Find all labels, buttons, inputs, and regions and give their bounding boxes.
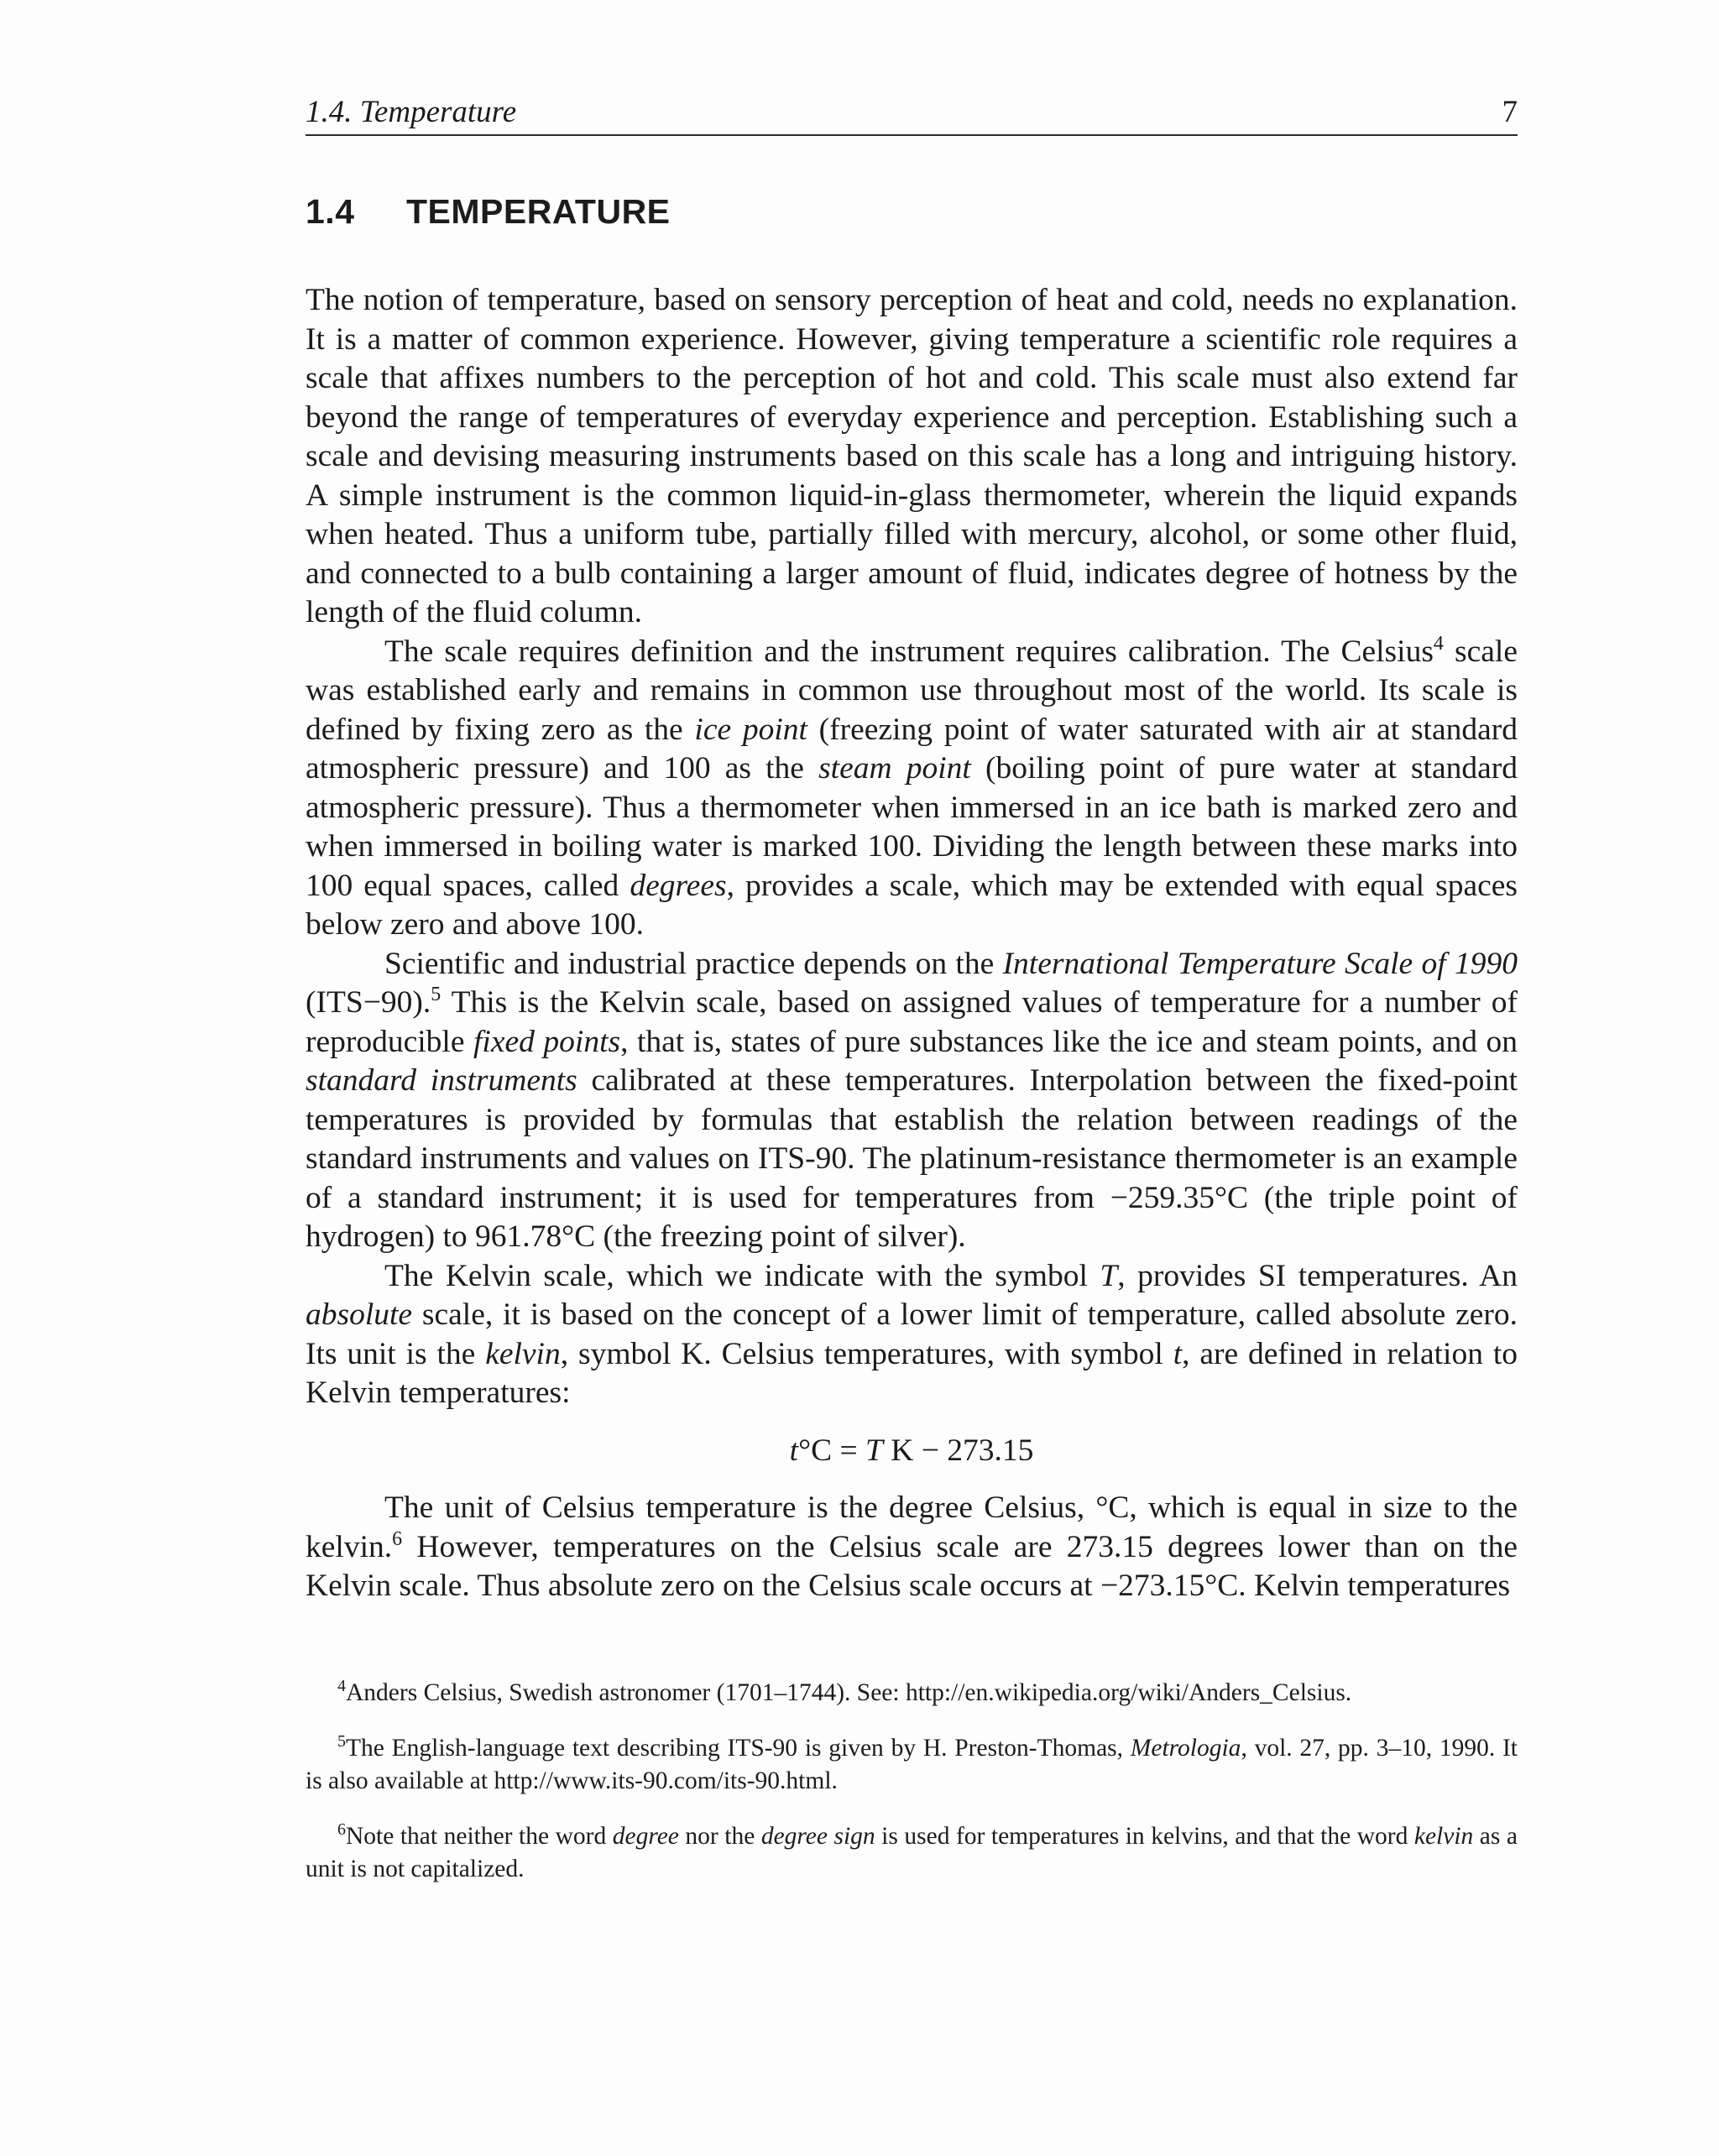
footnote-ref-5: 5 bbox=[431, 984, 442, 1005]
term-steam-point: steam point bbox=[818, 751, 971, 786]
paragraph-3: Scientific and industrial practice depends on the International Temperature Scale of 1990 (ITS−90).$^5$ This is the Kelvin scale, based on assigned values of temperature for a number of reproducible fixed points, that is, states of pure substances like the ice and steam points, and on standard instruments calibrated at these temperatures. Interpolation between the fixed-point temperatures is provided by formulas that establish the relation between readings of the standard instruments and values on ITS-90. The platinum-resistance thermometer is an example of a standard instrument; it is used for temperatures from −259.35°C (the triple point of hydrogen) to 961.78°C (the freezing point of silver). bbox=[306, 946, 1518, 1254]
footnotes bbox=[306, 1677, 1518, 1908]
paragraph-1: The notion of temperature, based on sensory perception of heat and cold, needs no explanation. It is a matter of common experience. However, giving temperature a scientific role requires a scale that affixes numbers to the perception of hot and cold. This scale must also extend far beyond the range of temperatures of everyday experience and perception. Establishing such a scale and devising measuring instruments based on this scale has a long and intriguing history. A simple instrument is the common liquid-in-glass thermometer, wherein the liquid expands when heated. Thus a uniform tube, partially filled with mercury, alcohol, or some other fluid, and connected to a bulb containing a larger amount of fluid, indicates degree of hotness by the length of the fluid column. bbox=[306, 283, 1518, 629]
footnote-5: $^5$The English-language text describing ITS-90 is given by H. Preston-Thomas, Metrologia, vol. 27, pp. 3–10, 1990. It is also available at http://www.its-90.com/its-90.html. bbox=[306, 1732, 1518, 1794]
footnote-ref-6: 6 bbox=[392, 1527, 403, 1550]
paragraph-4: The Kelvin scale, which we indicate with the symbol T, provides SI temperatures. An absolute scale, it is based on the concept of a lower limit of temperature, called absolute zero. Its unit is the kelvin, symbol K. Celsius temperatures, with symbol t, are defined in relation to Kelvin temperatures: bbox=[306, 1258, 1518, 1410]
page-number: 7 bbox=[1502, 95, 1518, 129]
section-title: TEMPERATURE bbox=[406, 192, 671, 231]
symbol-T: T bbox=[1100, 1258, 1118, 1293]
body-text bbox=[306, 281, 1518, 1606]
running-head-title: 1.4. Temperature bbox=[306, 95, 517, 129]
footnote-ref-4: 4 bbox=[1433, 632, 1444, 655]
paragraph-5: The unit of Celsius temperature is the degree Celsius, °C, which is equal in size to the kelvin.$^6$ However, temperatures on the Celsius scale are 273.15 degrees lower than on the Kelvin scale. Thus absolute zero on the Celsius scale occurs at −273.15°C. Kelvin temperatures bbox=[306, 1490, 1518, 1603]
running-head bbox=[306, 92, 1518, 136]
term-ice-point: ice point bbox=[694, 712, 807, 747]
term-kelvin: kelvin bbox=[485, 1336, 561, 1371]
section-number: 1.4 bbox=[306, 192, 355, 231]
term-fixed-points: fixed points bbox=[473, 1024, 621, 1059]
footnote-6: $^6$Note that neither the word degree nor the degree sign is used for temperatures in kelvins, and that the word kelvin as a unit is not capitalized. bbox=[306, 1820, 1518, 1882]
book-page bbox=[306, 0, 1518, 2156]
section-heading bbox=[306, 186, 671, 237]
term-absolute: absolute bbox=[306, 1297, 413, 1332]
term-degrees: degrees bbox=[630, 868, 727, 903]
term-standard-instruments: standard instruments bbox=[306, 1063, 577, 1098]
footnote-4: $^4$Anders Celsius, Swedish astronomer (1701–1744). See: http://en.wikipedia.org/wiki/Anders_Celsius. bbox=[337, 1677, 1352, 1706]
equation: t°C = T K − 273.15 bbox=[789, 1433, 1034, 1468]
paragraph-2: The scale requires definition and the instrument requires calibration. The Celsius$^4$ scale was established early and remains in common use throughout most of the world. Its scale is defined by fixing zero as the ice point (freezing point of water saturated with air at standard atmospheric pressure) and 100 as the steam point (boiling point of pure water at standard atmospheric pressure). Thus a thermometer when immersed in an ice bath is marked zero and when immersed in boiling water is marked 100. Dividing the length between these marks into 100 equal spaces, called degrees, provides a scale, which may be extended with equal spaces below zero and above 100. bbox=[306, 632, 1518, 942]
symbol-t: t bbox=[1173, 1336, 1183, 1371]
term-its: International Temperature Scale of 1990 bbox=[1002, 946, 1518, 981]
